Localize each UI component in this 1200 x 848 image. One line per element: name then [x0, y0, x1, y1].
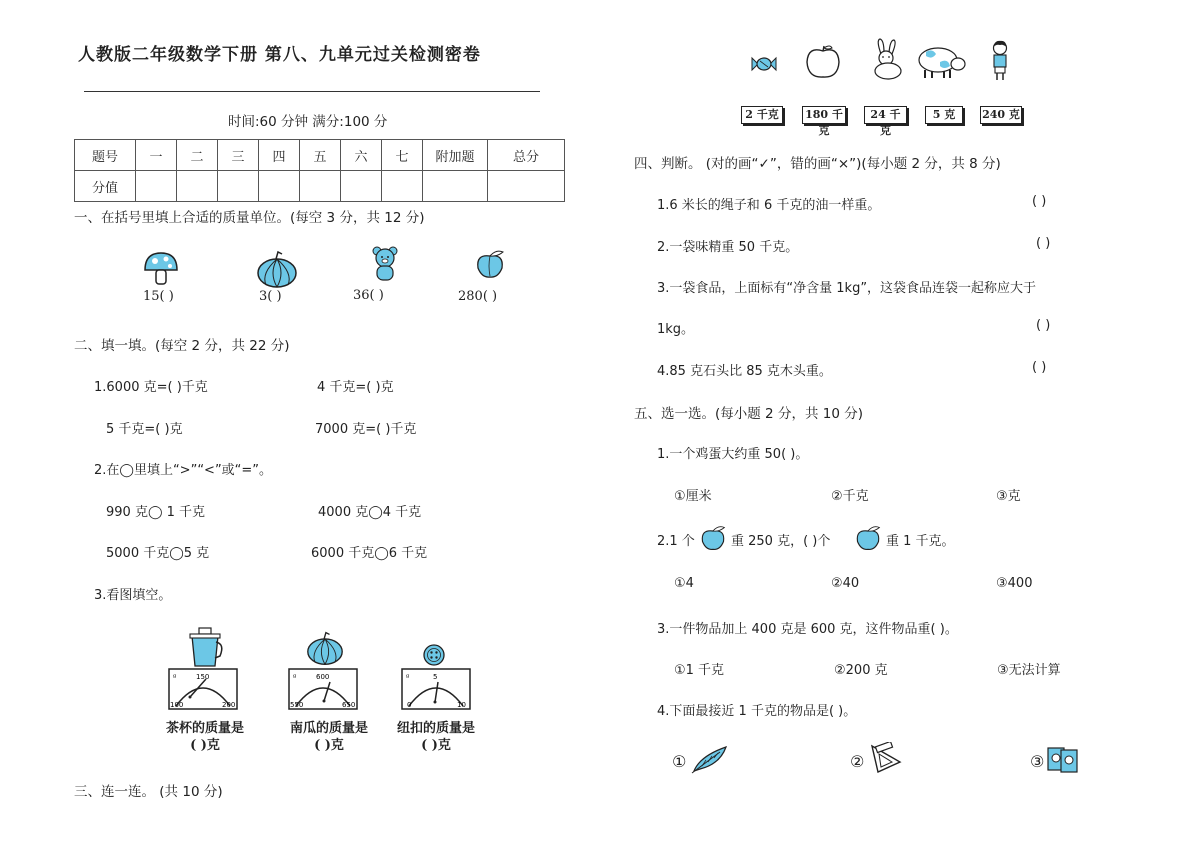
choice-q2-part3: 重 1 千克。: [886, 534, 955, 549]
choice-q2-part2: 重 250 克，( )个: [731, 534, 831, 549]
mushroom-icon: [142, 250, 180, 286]
q2-1d[interactable]: 7000 克=( )千克: [315, 422, 417, 437]
choice-option[interactable]: ③无法计算: [997, 663, 1061, 678]
scale-right-label: 10: [457, 701, 466, 709]
teacup-icon: [186, 626, 226, 668]
choice-option[interactable]: ③400: [996, 576, 1033, 591]
weight-option-box[interactable]: 240 克: [980, 106, 1022, 124]
table-cell: 二: [177, 140, 218, 171]
choice-q1: 1.一个鸡蛋大约重 50( )。: [657, 447, 809, 462]
caption-blank[interactable]: ( )克: [314, 738, 344, 753]
q2-1a[interactable]: 1.6000 克=( )千克: [94, 380, 208, 395]
scale-left-label: 550: [290, 701, 304, 709]
exam-subtitle: 时间:60 分钟 满分:100 分: [228, 114, 388, 130]
choice-option[interactable]: ①4: [674, 576, 694, 591]
scale-button: [401, 668, 471, 710]
peach-icon: [698, 524, 728, 552]
score-cell[interactable]: [382, 171, 423, 202]
section2-heading: 二、填一填。(每空 2 分，共 22 分): [74, 338, 290, 354]
judge-answer-blank[interactable]: ( ): [1036, 318, 1051, 333]
title-underline: [84, 91, 540, 92]
scale-top-label: 600: [316, 673, 330, 681]
apple-icon: [804, 44, 842, 80]
table-cell: 六: [341, 140, 382, 171]
choice-option[interactable]: ③克: [996, 489, 1021, 504]
book-stack-icon: [1046, 744, 1080, 774]
weight-option-box[interactable]: 24 千克: [864, 106, 907, 124]
score-cell[interactable]: [341, 171, 382, 202]
table-cell: 分值: [75, 171, 136, 202]
svg-text:g: g: [406, 673, 410, 679]
svg-text:g: g: [293, 673, 297, 679]
unit-blank-peach[interactable]: 280( ): [458, 289, 498, 304]
judge-item-3: 3.一袋食品，上面标有“净含量 1kg”，这袋食品连袋一起称应大于: [657, 281, 1037, 296]
scale-top-label: 5: [433, 673, 438, 681]
scale-caption-teacup: [160, 720, 250, 754]
score-table: [74, 139, 565, 202]
caption-line: 南瓜的质量是: [289, 721, 368, 736]
table-cell: 三: [218, 140, 259, 171]
judge-answer-blank[interactable]: ( ): [1032, 360, 1047, 375]
caption-line: 纽扣的质量是: [396, 721, 475, 736]
rabbit-icon: [870, 38, 904, 80]
q2-1c[interactable]: 5 千克=( )克: [106, 422, 183, 437]
choice-option[interactable]: ②40: [831, 576, 860, 591]
table-cell: 题号: [75, 140, 136, 171]
score-cell[interactable]: [423, 171, 488, 202]
score-table-header-row: [75, 140, 565, 171]
scale-pumpkin: [288, 668, 358, 710]
feather-icon: [690, 744, 730, 774]
table-cell: 总分: [488, 140, 565, 171]
button-icon: [423, 644, 445, 666]
section4-heading: 四、判断。 (对的画“✓”，错的画“×”)(每小题 2 分，共 8 分): [634, 156, 1001, 172]
ruler-triangle-icon: [868, 742, 904, 776]
scale-caption-button: [386, 720, 486, 754]
unit-blank-bear[interactable]: 36( ): [353, 288, 384, 303]
scale-caption-pumpkin: [279, 720, 379, 754]
judge-answer-blank[interactable]: ( ): [1036, 236, 1051, 251]
peach-icon: [474, 248, 506, 280]
judge-item-4: 4.85 克石头比 85 克木头重。: [657, 364, 832, 379]
choice-option[interactable]: ①厘米: [674, 489, 712, 504]
caption-blank[interactable]: ( )克: [190, 738, 220, 753]
page-title: 人教版二年级数学下册 第八、九单元过关检测密卷: [78, 45, 481, 65]
choice-option[interactable]: ①1 千克: [674, 663, 725, 678]
score-cell[interactable]: [218, 171, 259, 202]
section3-heading: 三、连一连。 (共 10 分): [74, 784, 223, 800]
score-cell[interactable]: [300, 171, 341, 202]
choice-option[interactable]: ②200 克: [834, 663, 888, 678]
cow-icon: [916, 42, 966, 80]
pumpkin-icon: [256, 250, 298, 288]
teddy-bear-icon: [372, 246, 398, 282]
table-cell: 一: [136, 140, 177, 171]
choice-option[interactable]: ①: [672, 752, 687, 771]
candy-icon: [750, 54, 778, 74]
table-cell: 五: [300, 140, 341, 171]
scale-top-label: 150: [196, 673, 210, 681]
peach-icon: [853, 524, 883, 552]
caption-line: 茶杯的质量是: [165, 721, 244, 736]
judge-item-1: 1.6 米长的绳子和 6 千克的油一样重。: [657, 198, 881, 213]
q2-2-prompt: 2.在◯里填上“>”“<”或“=”。: [94, 463, 273, 478]
q2-2c[interactable]: 5000 千克◯5 克: [106, 546, 210, 561]
score-cell[interactable]: [259, 171, 300, 202]
choice-option[interactable]: ③: [1030, 752, 1045, 771]
scale-left-label: 0: [407, 701, 412, 709]
judge-answer-blank[interactable]: ( ): [1032, 194, 1047, 209]
q2-1b[interactable]: 4 千克=( )克: [317, 380, 394, 395]
score-cell[interactable]: [488, 171, 565, 202]
table-cell: 附加题: [423, 140, 488, 171]
table-cell: 七: [382, 140, 423, 171]
unit-blank-pumpkin[interactable]: 3( ): [259, 289, 282, 304]
judge-item-3-cont: 1kg。: [657, 322, 695, 337]
choice-q4: 4.下面最接近 1 千克的物品是( )。: [657, 704, 857, 719]
q2-2a[interactable]: 990 克◯ 1 千克: [106, 505, 206, 520]
score-cell[interactable]: [177, 171, 218, 202]
weight-option-box[interactable]: 180 千克: [802, 106, 846, 124]
boy-icon: [990, 40, 1010, 82]
pumpkin-icon: [306, 630, 344, 666]
score-table-value-row: [75, 171, 565, 202]
weight-option-box[interactable]: 2 千克: [741, 106, 783, 124]
table-cell: 四: [259, 140, 300, 171]
unit-blank-mushroom[interactable]: 15( ): [143, 289, 174, 304]
choice-option[interactable]: ②: [850, 752, 865, 771]
svg-text:g: g: [173, 673, 177, 679]
caption-blank[interactable]: ( )克: [421, 738, 451, 753]
section1-heading: 一、在括号里填上合适的质量单位。(每空 3 分，共 12 分): [74, 210, 425, 226]
section5-heading: 五、选一选。(每小题 2 分，共 10 分): [634, 406, 863, 422]
q2-3-prompt: 3.看图填空。: [94, 588, 172, 603]
scale-left-label: 100: [170, 701, 184, 709]
scale-teacup: [168, 668, 238, 710]
choice-option[interactable]: ②千克: [831, 489, 869, 504]
scale-right-label: 650: [342, 701, 356, 709]
score-cell[interactable]: [136, 171, 177, 202]
q2-2d[interactable]: 6000 千克◯6 千克: [311, 546, 428, 561]
scale-right-label: 200: [222, 701, 236, 709]
judge-item-2: 2.一袋味精重 50 千克。: [657, 240, 799, 255]
choice-q3: 3.一件物品加上 400 克是 600 克，这件物品重( )。: [657, 622, 958, 637]
choice-q2-part1: 2.1 个: [657, 534, 695, 549]
q2-2b[interactable]: 4000 克◯4 千克: [318, 505, 422, 520]
weight-option-box[interactable]: 5 克: [925, 106, 963, 124]
